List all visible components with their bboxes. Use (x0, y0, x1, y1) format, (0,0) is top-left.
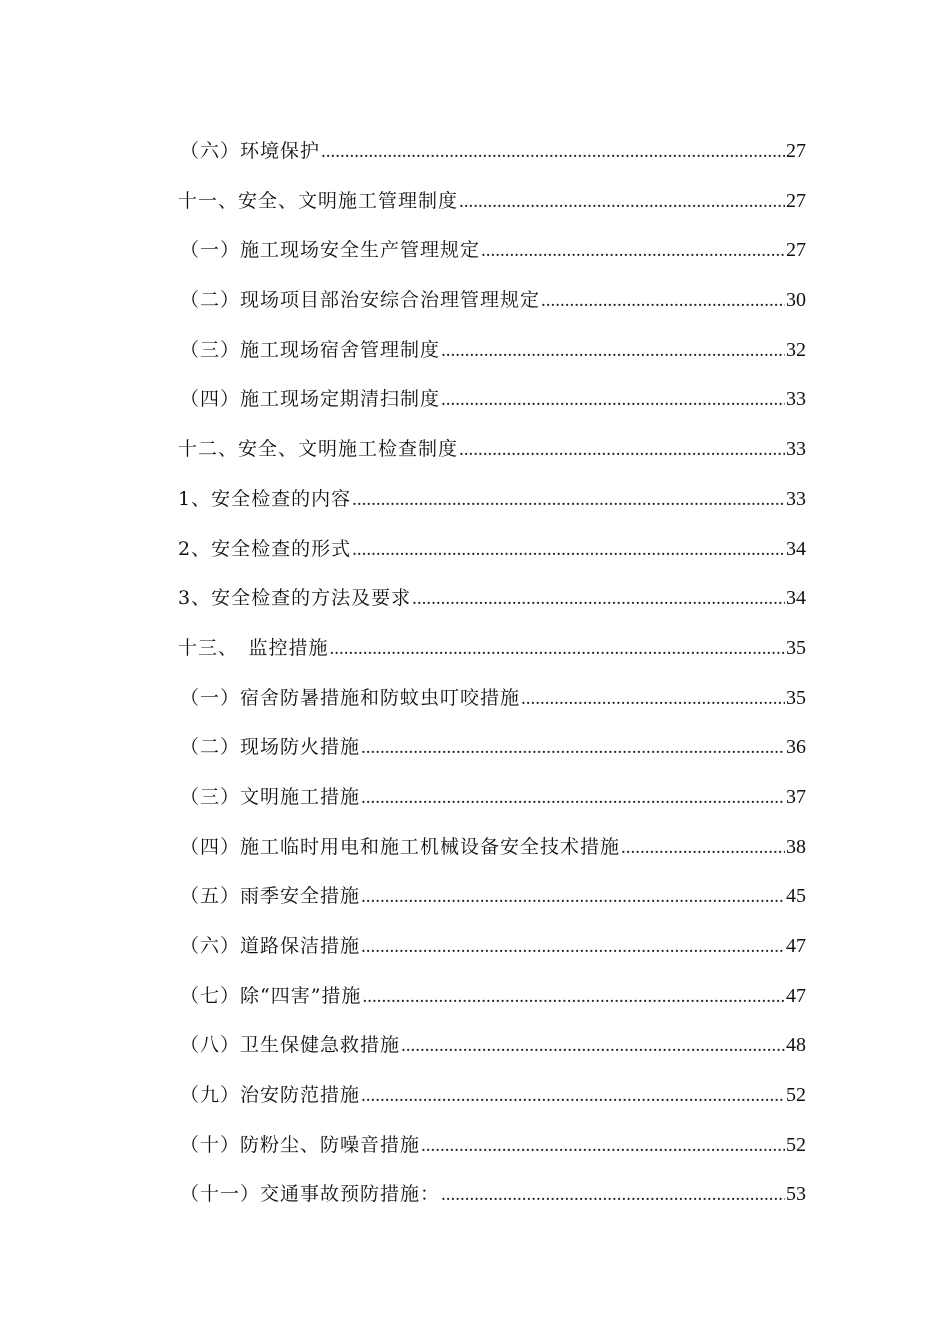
toc-entry-title: （十一）交通事故预防措施： (180, 1183, 441, 1206)
toc-page-number: 52 (786, 1133, 806, 1156)
toc-page-number: 27 (786, 140, 806, 162)
toc-entry-title: （三）文明施工措施 (180, 785, 361, 808)
toc-dot-leader (321, 131, 785, 173)
toc-entry-20[interactable] (178, 1074, 806, 1124)
toc-dot-leader (459, 429, 785, 471)
toc-page-number: 47 (786, 984, 806, 1007)
toc-dot-leader (481, 230, 785, 272)
toc-entry-title: （一）施工现场安全生产管理规定 (180, 239, 481, 262)
toc-entry-17[interactable] (178, 925, 806, 975)
toc-entry-22[interactable] (178, 1173, 806, 1223)
toc-dot-leader (412, 578, 785, 620)
toc-entry-title: （九）治安防范措施 (180, 1084, 361, 1107)
toc-entry-6[interactable] (178, 378, 806, 428)
toc-page-number: 52 (786, 1084, 806, 1107)
toc-dot-leader (441, 330, 785, 372)
toc-page-number: 30 (786, 289, 806, 312)
toc-page-number: 36 (786, 736, 806, 759)
toc-dot-leader (621, 827, 785, 869)
toc-page-number: 38 (786, 835, 806, 858)
toc-entry-title: （三）施工现场宿舍管理制度 (180, 338, 441, 361)
toc-entry-15[interactable] (178, 826, 806, 876)
toc-entry-19[interactable] (178, 1024, 806, 1074)
toc-entry-7[interactable] (178, 428, 806, 478)
toc-entry-18[interactable] (178, 975, 806, 1025)
toc-entry-title: （八）卫生保健急救措施 (180, 1034, 401, 1057)
toc-dot-leader (459, 181, 785, 223)
toc-dot-leader (361, 876, 785, 918)
toc-entry-title: 十一、安全、文明施工管理制度 (178, 189, 459, 212)
toc-entry-title: （二）现场项目部治安综合治理管理规定 (180, 289, 541, 312)
toc-entry-title: （一）宿舍防暑措施和防蚊虫叮咬措施 (180, 686, 521, 709)
toc-entry-title: 十二、安全、文明施工检查制度 (178, 438, 459, 461)
toc-dot-leader (401, 1025, 785, 1067)
toc-dot-leader (361, 777, 785, 819)
toc-page-number: 53 (786, 1183, 806, 1206)
toc-entry-11[interactable] (178, 627, 806, 677)
toc-entry-21[interactable] (178, 1124, 806, 1174)
toc-page-number: 33 (786, 487, 806, 510)
toc-dot-leader (361, 1075, 785, 1117)
toc-entry-title: 3、安全检查的方法及要求 (178, 587, 412, 610)
toc-page-number: 34 (786, 537, 806, 560)
toc-entry-14[interactable] (178, 776, 806, 826)
toc-entry-title: （四）施工临时用电和施工机械设备安全技术措施 (180, 835, 621, 858)
toc-dot-leader (352, 529, 785, 571)
table-of-contents (178, 130, 806, 1223)
toc-dot-leader (521, 678, 785, 720)
toc-entry-1[interactable] (178, 130, 806, 180)
toc-page-number: 37 (786, 785, 806, 808)
toc-entry-title: 2、安全检查的形式 (178, 537, 352, 560)
toc-entry-title: 十三、 监控措施 (178, 636, 329, 659)
toc-entry-title: 1、安全检查的内容 (178, 487, 352, 510)
toc-dot-leader (441, 1174, 785, 1216)
toc-dot-leader (362, 976, 785, 1018)
toc-page-number: 35 (786, 686, 806, 709)
toc-entry-8[interactable] (178, 478, 806, 528)
toc-entry-2[interactable] (178, 180, 806, 230)
toc-entry-title: （七）除“四害”措施 (180, 984, 362, 1007)
toc-entry-12[interactable] (178, 677, 806, 727)
toc-page-number: 33 (786, 388, 806, 411)
toc-entry-title: （五）雨季安全措施 (180, 885, 361, 908)
toc-page-number: 33 (786, 438, 806, 461)
toc-page-number: 32 (786, 338, 806, 361)
toc-dot-leader (330, 628, 785, 670)
toc-page-number: 34 (786, 587, 806, 610)
toc-dot-leader (441, 379, 785, 421)
toc-entry-title: （二）现场防火措施 (180, 736, 361, 759)
toc-dot-leader (361, 926, 785, 968)
toc-page-number: 35 (786, 636, 806, 659)
toc-entry-title: （六）道路保洁措施 (180, 935, 361, 957)
toc-entry-13[interactable] (178, 726, 806, 776)
toc-entry-title: （四）施工现场定期清扫制度 (180, 388, 441, 411)
toc-entry-5[interactable] (178, 329, 806, 379)
toc-dot-leader (352, 479, 785, 521)
toc-dot-leader (541, 280, 785, 322)
toc-dot-leader (421, 1125, 785, 1167)
toc-entry-10[interactable] (178, 577, 806, 627)
toc-page-number: 47 (786, 935, 806, 957)
toc-entry-4[interactable] (178, 279, 806, 329)
toc-entry-3[interactable] (178, 229, 806, 279)
toc-dot-leader (361, 727, 785, 769)
toc-page-number: 27 (786, 239, 806, 262)
toc-entry-title: （六）环境保护 (180, 140, 321, 162)
toc-entry-16[interactable] (178, 875, 806, 925)
toc-page-number: 27 (786, 189, 806, 212)
toc-entry-title: （十）防粉尘、防噪音措施 (180, 1133, 421, 1156)
toc-page-number: 45 (786, 885, 806, 908)
toc-page-number: 48 (786, 1034, 806, 1057)
toc-entry-9[interactable] (178, 528, 806, 578)
